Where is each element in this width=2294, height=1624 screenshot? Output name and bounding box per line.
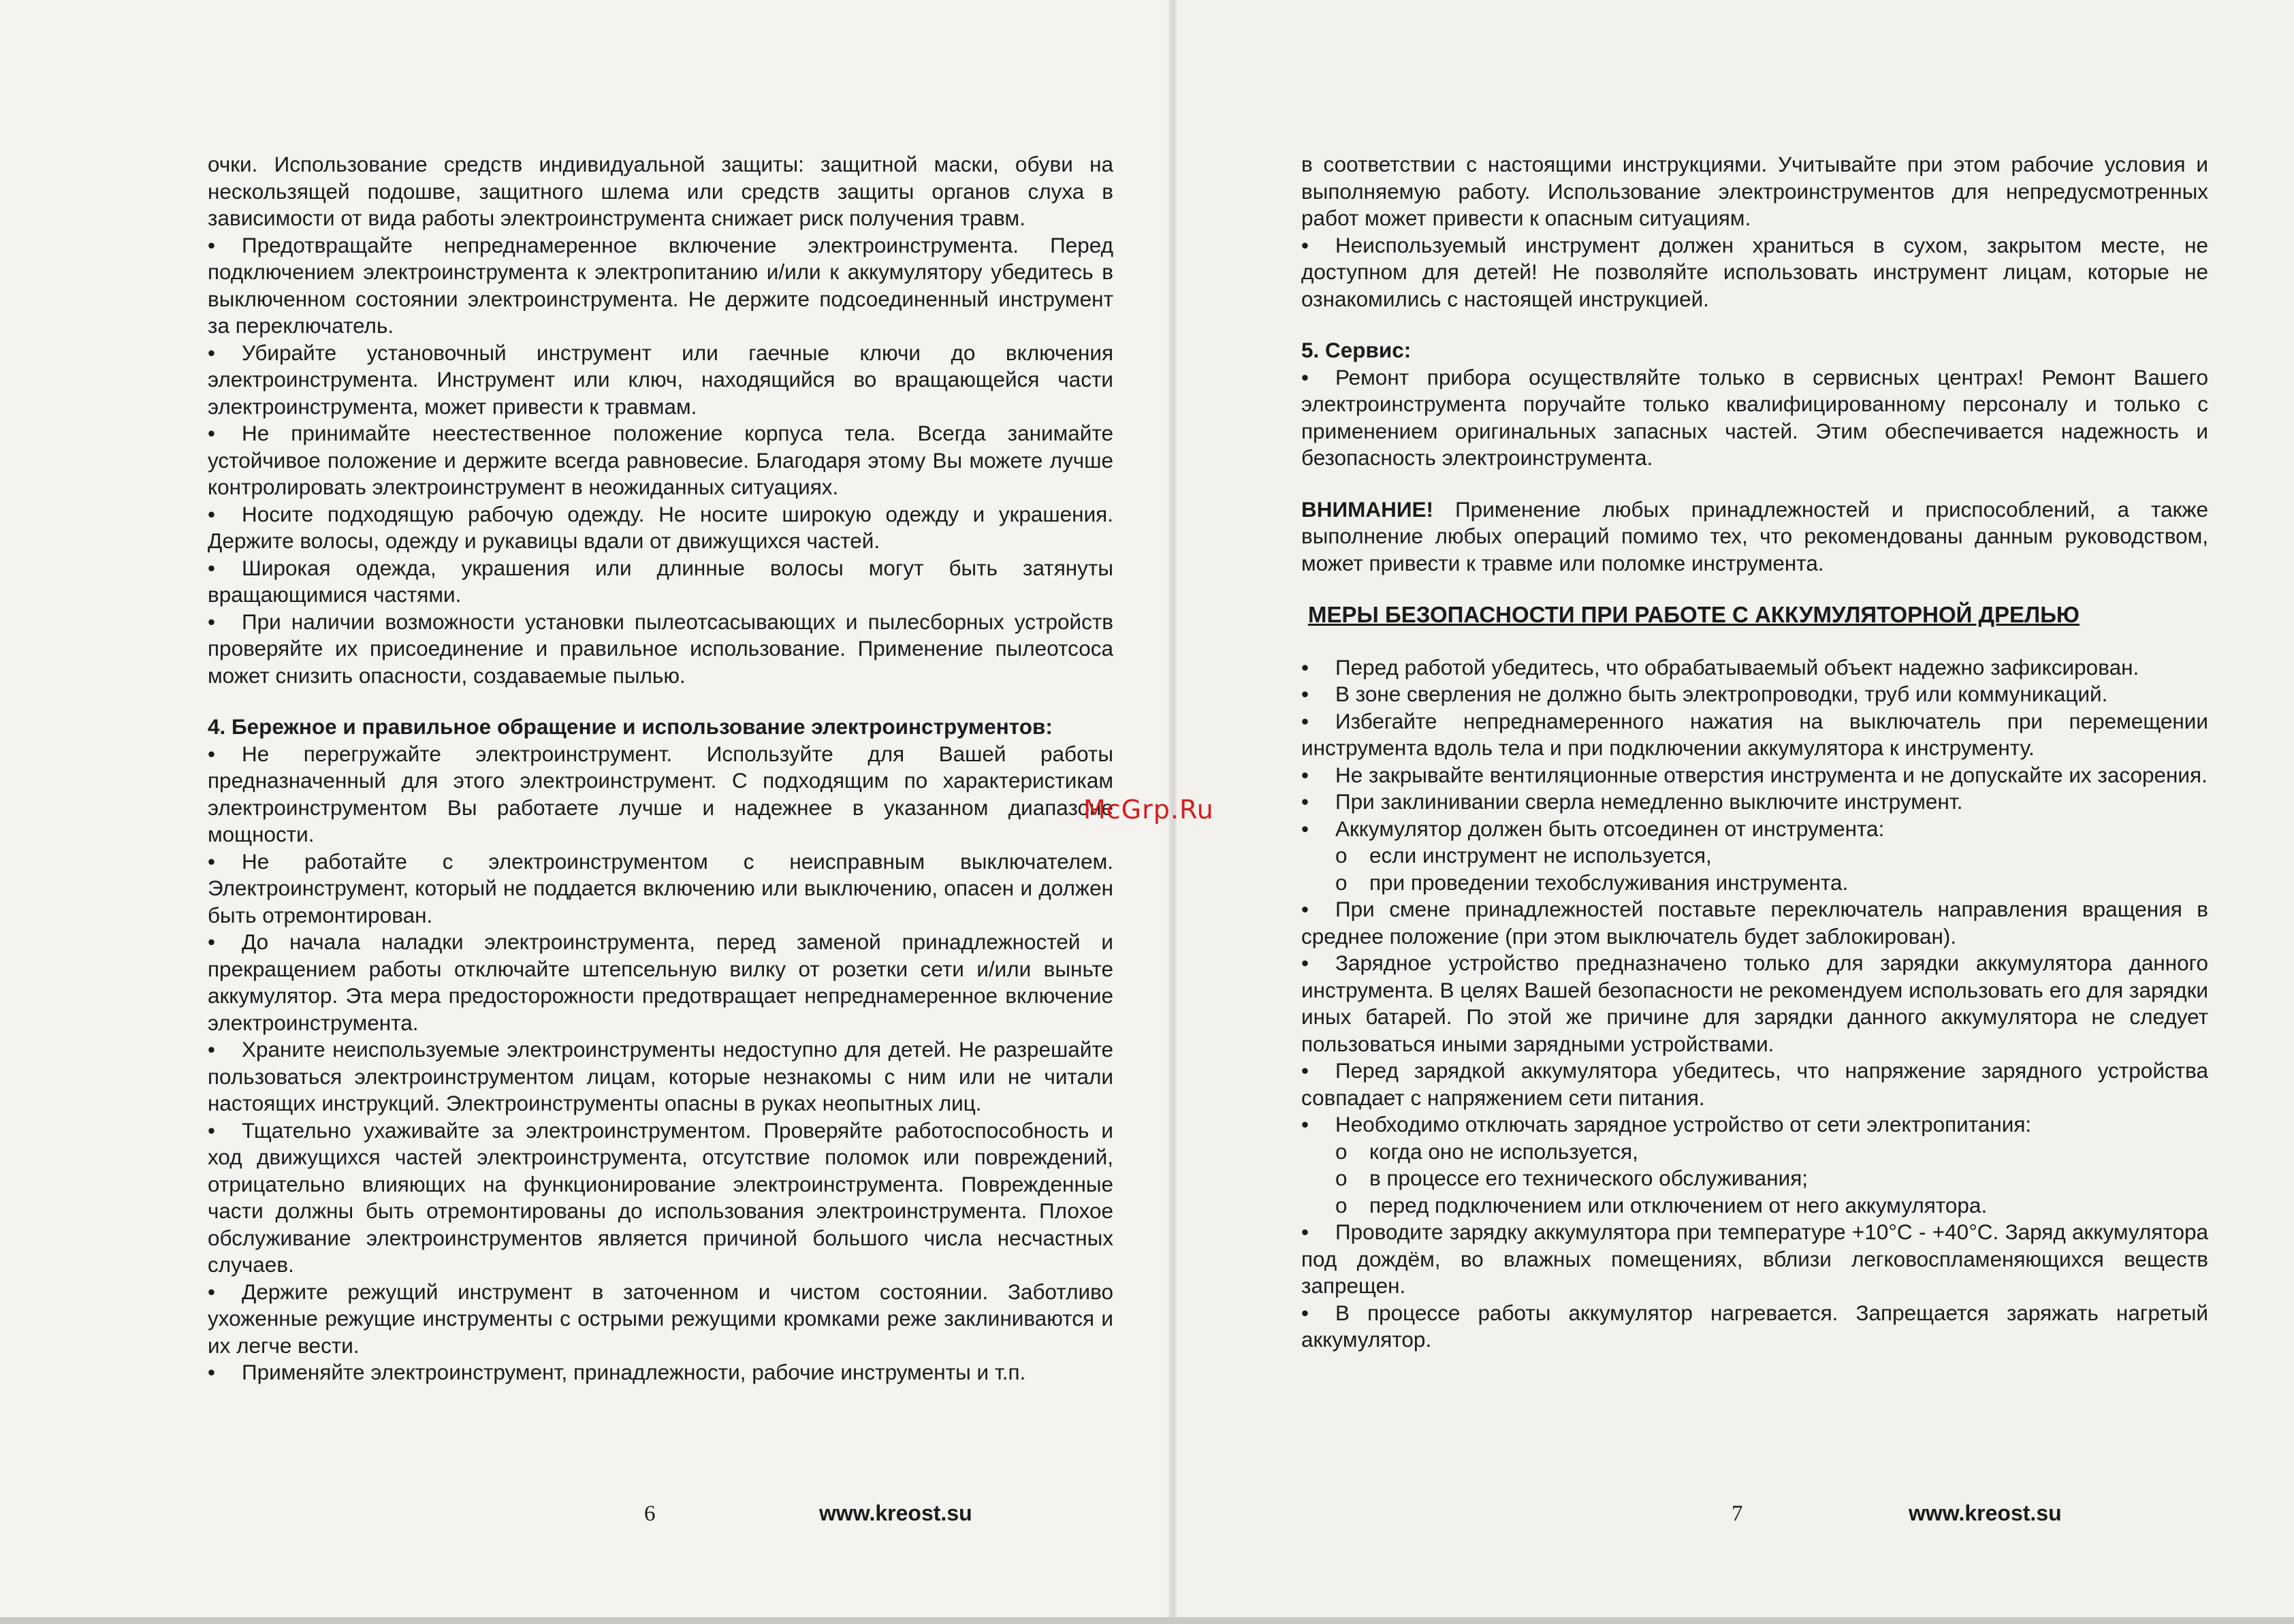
body-paragraph: очки. Использование средств индивидуальной защиты: защитной маски, обуви на нескользящей подошве, защитного шлема или средств защиты органов слуха в зависимости от вида работы электроинструмента снижает риск получения травм. (208, 152, 1113, 230)
page-right (1177, 0, 2294, 1624)
bullet-item: • Не принимайте неестественное положение корпуса тела. Всегда занимайте устойчивое положение и держите всегда равновесие. Благодаря этому Вы можете лучше контролировать электроинструмент в неожиданных ситуациях. (208, 420, 1113, 501)
footer-url-left: www.kreost.su (819, 1501, 972, 1525)
bullet-item: • Применяйте электроинструмент, принадлежности, рабочие инструменты и т.п. (208, 1359, 1113, 1386)
bullet-item: • Ремонт прибора осуществляйте только в сервисных центрах! Ремонт Вашего электроинструмента поручайте только квалифицированному персоналу и только с применением оригинальных запасных частей. Этим обеспечивается надежность и безопасность электроинструмента. (1301, 364, 2208, 472)
section-heading: 4. Бережное и правильное обращение и использование электроинструментов: (208, 714, 1053, 739)
sub-bullet-marker: o (1335, 1166, 1348, 1190)
bullet-item: • Носите подходящую рабочую одежду. Не носите широкую одежду и украшения. Держите волосы, одежду и рукавицы вдали от движущихся частей. (208, 501, 1113, 555)
left-page-text (208, 151, 1113, 1386)
bullet-item: • Неиспользуемый инструмент должен храниться в сухом, закрытом месте, не доступном для детей! Не позволяйте использовать инструмент лицам, которые не ознакомились с настоящей инструкцией. (1301, 232, 2208, 313)
page-number-left: 6 (644, 1501, 656, 1526)
sub-bullet-marker: o (1335, 1139, 1348, 1164)
bullet-item: • Убирайте установочный инструмент или гаечные ключи до включения электроинструмента. Инструмент или ключ, находящийся во вращающейся части электроинструмента, может привести к травмам. (208, 340, 1113, 421)
warning-label: ВНИМАНИЕ! (1301, 496, 1434, 522)
sub-list-item (1301, 1192, 2208, 1220)
safety-title: МЕРЫ БЕЗОПАСНОСТИ ПРИ РАБОТЕ С АККУМУЛЯТОРНОЙ ДРЕЛЬЮ (1308, 602, 2080, 627)
right-page-text (1301, 151, 2208, 1354)
footer-url-right: www.kreost.su (1909, 1501, 2062, 1525)
sub-bullet-marker: o (1335, 1192, 1348, 1217)
warning-text: Применение любых принадлежностей и приспособлений, а также выполнение любых операций помимо тех, что рекомендованы данным руководством, может привести к травме или поломке инструмента. (1301, 496, 2208, 575)
bullet-item: • Не закрывайте вентиляционные отверстия инструмента и не допускайте их засорения. (1301, 762, 2208, 789)
sub-list-item (1301, 1165, 2208, 1192)
sub-list-text: если инструмент не используется, (1369, 843, 1712, 867)
page-number-right: 7 (1732, 1501, 1743, 1526)
watermark: McGrp.Ru (1083, 795, 1214, 825)
sub-list-text: в процессе его технического обслуживания; (1369, 1166, 1808, 1190)
sub-list-item (1301, 842, 2208, 870)
bullet-item: • Тщательно ухаживайте за электроинструментом. Проверяйте работоспособность и ход движущихся частей электроинструмента, отсутствие поломок или повреждений, отрицательно влияющих на функционирование электроинструмента. Поврежденные части должны быть отремонтированы до использования электроинструмента. Плохое обслуживание электроинструментов является причиной большого числа несчастных случаев. (208, 1117, 1113, 1279)
bullet-item: • Храните неиспользуемые электроинструменты недоступно для детей. Не разрешайте пользоваться электроинструментом лицам, которые незнакомы с ним или не читали настоящих инструкций. Электроинструменты опасны в руках неопытных лиц. (208, 1036, 1113, 1117)
bullet-item: • Не работайте с электроинструментом с неисправным выключателем. Электроинструмент, который не поддается включению или выключению, опасен и должен быть отремонтирован. (208, 848, 1113, 929)
scan-bottom-edge (0, 1617, 2294, 1624)
sub-bullet-marker: o (1335, 870, 1348, 895)
sub-list-text: перед подключением или отключением от него аккумулятора. (1369, 1192, 1988, 1217)
bullet-item: • Проводите зарядку аккумулятора при температуре +10°С - +40°С. Заряд аккумулятора под дождём, во влажных помещениях, вблизи легковоспламеняющихся веществ запрещен. (1301, 1219, 2208, 1300)
sub-list-item (1301, 870, 2208, 897)
warning-paragraph (1301, 496, 2208, 577)
section-heading: 5. Сервис: (1301, 338, 1412, 362)
bullet-item: • До начала наладки электроинструмента, перед заменой принадлежностей и прекращением работы отключайте штепсельную вилку от розетки сети и/или выньте аккумулятор. Эта мера предосторожности предотвращает непреднамеренное включение электроинструмента. (208, 929, 1113, 1036)
bullet-item: • В зоне сверления не должно быть электропроводки, труб или коммуникаций. (1301, 681, 2208, 708)
bullet-item: • Перед зарядкой аккумулятора убедитесь, что напряжение зарядного устройства совпадает с напряжением сети питания. (1301, 1057, 2208, 1111)
bullet-item: • Зарядное устройство предназначено только для зарядки аккумулятора данного инструмента. В целях Вашей безопасности не рекомендуем использовать его для зарядки иных батарей. По этой же причине для зарядки данного аккумулятора не следует пользоваться иными зарядными устройствами. (1301, 950, 2208, 1057)
body-paragraph: в соответствии с настоящими инструкциями. Учитывайте при этом рабочие условия и выполняемую работу. Использование электроинструментов для непредусмотренных работ может привести к опасным ситуациям. (1301, 152, 2208, 230)
bullet-item: • При наличии возможности установки пылеотсасывающих и пылесборных устройств проверяйте их присоединение и правильное использование. Применение пылеотсоса может снизить опасности, создаваемые пылью. (208, 609, 1113, 690)
bullet-item: • Перед работой убедитесь, что обрабатываемый объект надежно зафиксирован. (1301, 654, 2208, 682)
bullet-item: • В процессе работы аккумулятор нагревается. Запрещается заряжать нагретый аккумулятор. (1301, 1300, 2208, 1354)
sub-list-item (1301, 1139, 2208, 1166)
bullet-item: • Необходимо отключать зарядное устройство от сети электропитания: (1301, 1111, 2208, 1139)
sub-list-text: когда оно не используется, (1369, 1139, 1638, 1164)
sub-list-text: при проведении техобслуживания инструмента. (1369, 870, 1849, 895)
bullet-item: • Держите режущий инструмент в заточенном и чистом состоянии. Заботливо ухоженные режущие инструменты с острыми режущими кромками реже заклиниваются и их легче вести. (208, 1279, 1113, 1360)
sub-bullet-marker: o (1335, 843, 1348, 867)
bullet-item: • Аккумулятор должен быть отсоединен от инструмента: (1301, 816, 2208, 843)
bullet-item: • При смене принадлежностей поставьте переключатель направления вращения в среднее положение (при этом выключатель будет заблокирован). (1301, 896, 2208, 950)
bullet-item: • Предотвращайте непреднамеренное включение электроинструмента. Перед подключением электроинструмента к электропитанию и/или к аккумулятору убедитесь в выключенном состоянии электроинструмента. Не держите подсоединенный инструмент за переключатель. (208, 232, 1113, 340)
bullet-item: • При заклинивании сверла немедленно выключите инструмент. (1301, 789, 2208, 816)
bullet-item: • Не перегружайте электроинструмент. Используйте для Вашей работы предназначенный для этого электроинструмент. С подходящим по характеристикам электроинструментом Вы работаете лучше и надежнее в указанном диапазоне мощности. (208, 741, 1113, 848)
bullet-item: • Избегайте непреднамеренного нажатия на выключатель при перемещении инструмента вдоль тела и при подключении аккумулятора к инструменту. (1301, 708, 2208, 762)
bullet-item: • Широкая одежда, украшения или длинные волосы могут быть затянуты вращающимися частями. (208, 555, 1113, 609)
